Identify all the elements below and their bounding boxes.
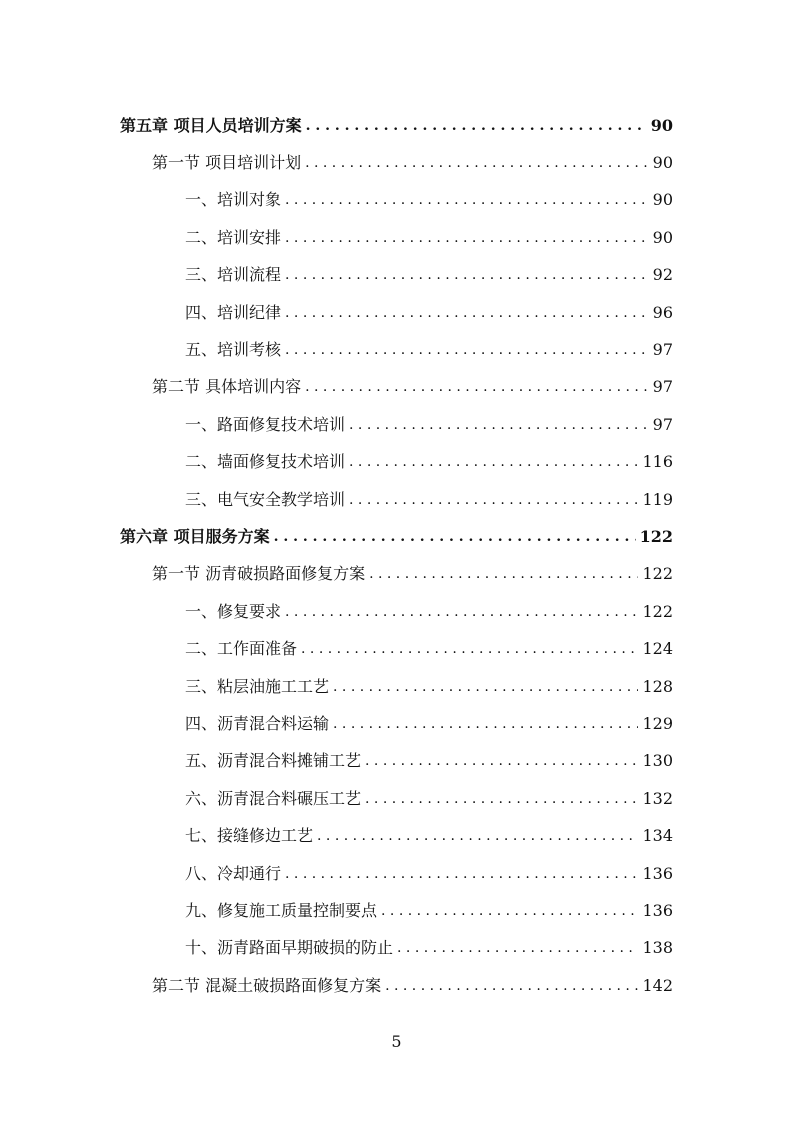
toc-title: 二、工作面准备 — [185, 638, 301, 660]
toc-item[interactable] — [0, 630, 673, 667]
dot-leader — [349, 414, 649, 436]
toc-title: 三、电气安全教学培训 — [185, 489, 349, 511]
dot-leader — [333, 676, 638, 698]
toc-section[interactable] — [0, 144, 673, 181]
toc-title: 三、粘层油施工工艺 — [185, 676, 333, 698]
toc-item[interactable] — [0, 892, 673, 929]
dot-leader — [274, 526, 636, 548]
toc-title: 四、培训纪律 — [185, 302, 285, 324]
toc-page-number: 129 — [642, 713, 673, 733]
dot-leader — [305, 152, 649, 174]
dot-leader — [285, 601, 638, 623]
toc-item[interactable] — [0, 817, 673, 854]
toc-item[interactable] — [0, 257, 673, 294]
dot-leader — [333, 713, 638, 735]
toc-title: 一、培训对象 — [185, 189, 285, 211]
toc-page-number: 116 — [642, 452, 673, 472]
toc-page-number: 92 — [652, 265, 673, 285]
toc-title: 第二节 混凝土破损路面修复方案 — [152, 975, 385, 997]
page-number: 5 — [391, 1032, 402, 1051]
dot-leader — [285, 302, 649, 324]
toc-page-number: 90 — [652, 227, 673, 247]
toc-item[interactable] — [0, 705, 673, 742]
table-of-contents — [0, 107, 793, 1004]
dot-leader — [285, 189, 649, 211]
toc-item[interactable] — [0, 219, 673, 256]
toc-item[interactable] — [0, 930, 673, 967]
toc-page-number: 97 — [652, 377, 673, 397]
dot-leader — [285, 863, 638, 885]
toc-title: 三、培训流程 — [185, 264, 285, 286]
toc-page-number: 142 — [642, 975, 673, 995]
dot-leader — [285, 227, 649, 249]
toc-title: 第二节 具体培训内容 — [152, 376, 305, 398]
toc-item[interactable] — [0, 593, 673, 630]
toc-title: 十、沥青路面早期破损的防止 — [185, 937, 397, 959]
toc-item[interactable] — [0, 780, 673, 817]
dot-leader — [365, 788, 638, 810]
dot-leader — [365, 750, 638, 772]
dot-leader — [385, 975, 638, 997]
toc-title: 四、沥青混合料运输 — [185, 713, 333, 735]
toc-item[interactable] — [0, 668, 673, 705]
toc-title: 六、沥青混合料碾压工艺 — [185, 788, 365, 810]
toc-page-number: 122 — [642, 601, 673, 621]
toc-page-number: 122 — [639, 526, 673, 546]
toc-title: 一、修复要求 — [185, 601, 285, 623]
toc-title: 第六章 项目服务方案 — [120, 526, 274, 548]
toc-page-number: 97 — [652, 340, 673, 360]
toc-title: 九、修复施工质量控制要点 — [185, 900, 381, 922]
toc-page-number: 136 — [642, 900, 673, 920]
toc-page-number: 90 — [652, 190, 673, 210]
toc-page-number: 124 — [642, 639, 673, 659]
dot-leader — [349, 489, 638, 511]
toc-title: 一、路面修复技术培训 — [185, 414, 349, 436]
toc-section[interactable] — [0, 369, 673, 406]
dot-leader — [349, 451, 638, 473]
dot-leader — [305, 376, 649, 398]
toc-chapter[interactable] — [0, 518, 673, 555]
toc-item[interactable] — [0, 855, 673, 892]
toc-page-number: 97 — [652, 414, 673, 434]
toc-page-number: 136 — [642, 863, 673, 883]
toc-page-number: 119 — [642, 489, 673, 509]
dot-leader — [285, 339, 649, 361]
dot-leader — [317, 825, 638, 847]
toc-title: 五、培训考核 — [185, 339, 285, 361]
toc-page-number: 128 — [642, 676, 673, 696]
dot-leader — [397, 937, 638, 959]
toc-page-number: 90 — [650, 115, 673, 135]
toc-item[interactable] — [0, 481, 673, 518]
toc-chapter[interactable] — [0, 107, 673, 144]
dot-leader — [381, 900, 638, 922]
toc-title: 七、接缝修边工艺 — [185, 825, 317, 847]
dot-leader — [369, 563, 638, 585]
toc-item[interactable] — [0, 294, 673, 331]
toc-title: 第五章 项目人员培训方案 — [120, 115, 306, 137]
toc-page-number: 134 — [642, 826, 673, 846]
toc-page-number: 122 — [642, 564, 673, 584]
toc-page-number: 132 — [642, 788, 673, 808]
dot-leader — [301, 638, 638, 660]
toc-title: 八、冷却通行 — [185, 863, 285, 885]
toc-section[interactable] — [0, 556, 673, 593]
toc-title: 第一节 项目培训计划 — [152, 152, 305, 174]
toc-title: 二、墙面修复技术培训 — [185, 451, 349, 473]
dot-leader — [285, 264, 649, 286]
toc-item[interactable] — [0, 331, 673, 368]
toc-item[interactable] — [0, 743, 673, 780]
toc-page-number: 138 — [642, 938, 673, 958]
toc-page-number: 96 — [652, 302, 673, 322]
toc-item[interactable] — [0, 406, 673, 443]
toc-page-number: 90 — [652, 153, 673, 173]
toc-item[interactable] — [0, 182, 673, 219]
dot-leader — [306, 115, 647, 137]
toc-page-number: 130 — [642, 751, 673, 771]
toc-title: 第一节 沥青破损路面修复方案 — [152, 563, 369, 585]
toc-title: 二、培训安排 — [185, 227, 285, 249]
toc-section[interactable] — [0, 967, 673, 1004]
toc-item[interactable] — [0, 444, 673, 481]
toc-title: 五、沥青混合料摊铺工艺 — [185, 750, 365, 772]
